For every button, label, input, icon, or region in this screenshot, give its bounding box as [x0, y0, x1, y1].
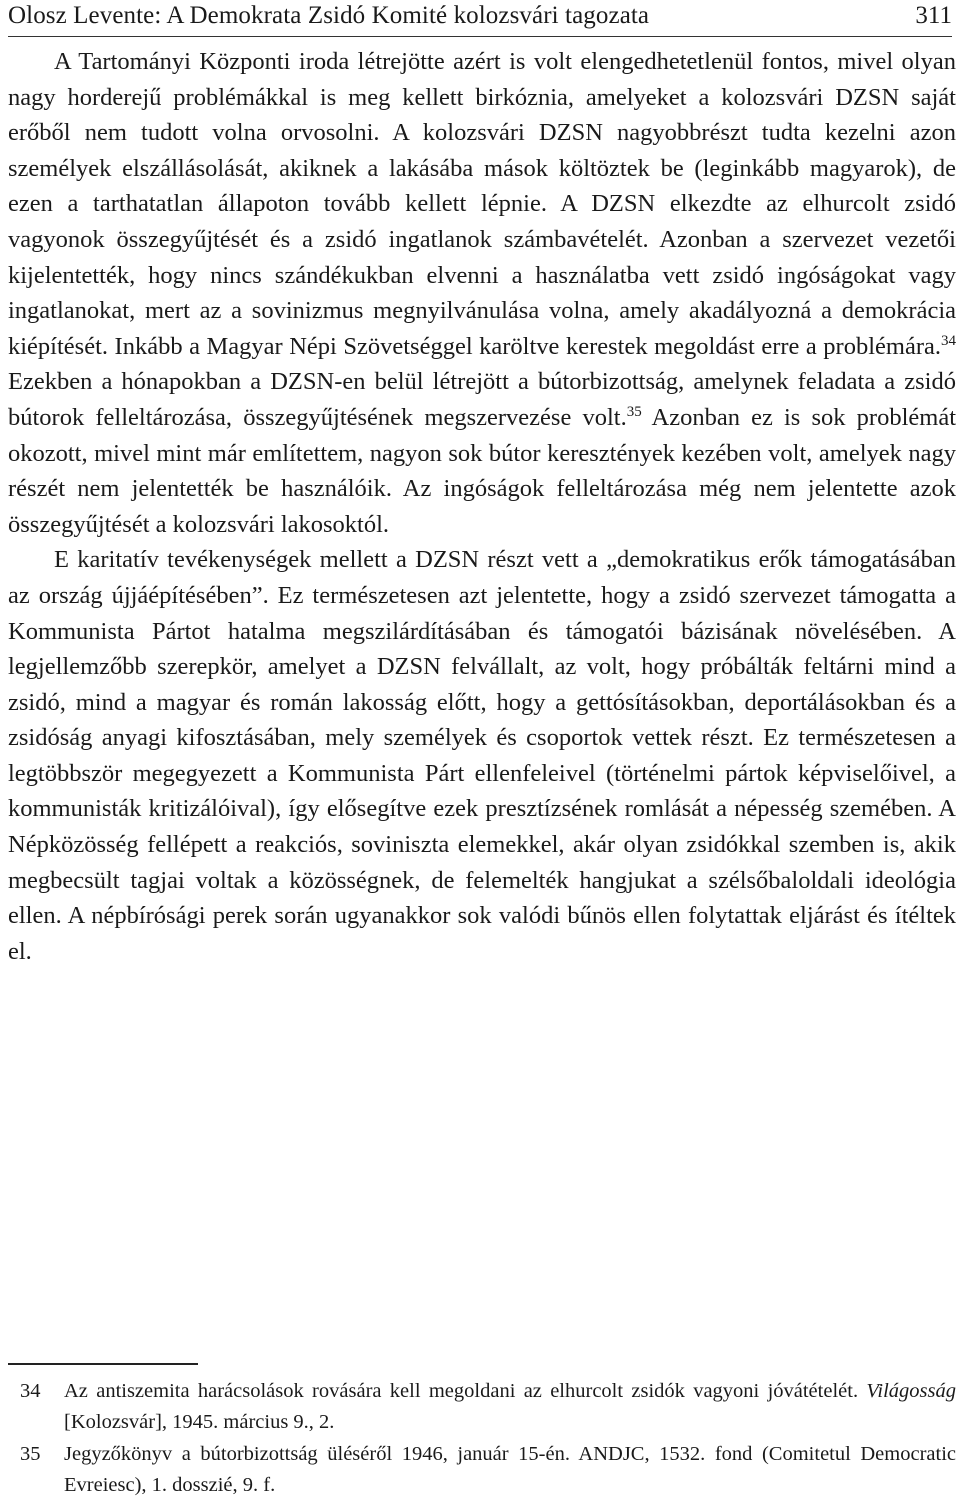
footnote-ref-34[interactable]: 34 [941, 332, 956, 349]
paragraph-1-text-a: A Tartományi Központi iroda létrejötte azért is volt elengedhetetlenül fontos, mivel olyan nagy horderejű problémákkal is meg kellett birkóznia, amelyeket a kolozsvári DZSN saját erőből nem tudott volna orvosolni. A kolozsvári DZSN nagyobbrészt tudta kezelni azon személyek elszállásolását, akiknek a lakásába mások költöztek be (leginkább magyarok), de ezen a tarthatatlan állapoton tovább kellett lépnie. A DZSN elkezdte az elhurcolt zsidó vagyonok összegyűjtését és a zsidó ingatlanok számbavételét. Azonban a szervezet vezetői kijelentették, hogy nincs szándékukban elvenni a használatba vett zsidó ingóságokat vagy ingatlanokat, mert az a sovinizmus megnyilvánulása volna, amely akadályozná a demokrácia kiépítését. Inkább a Magyar Népi Szövetséggel karöltve kerestek megoldást erre a problémára. [8, 48, 956, 360]
footnote-number: 35 [20, 1443, 41, 1465]
footnote-divider [8, 1363, 198, 1365]
paragraph-1-text-c: Azonban ez is sok problémát okozott, mivel mint már említettem, nagyon sok bútor keresztények kezében volt, amelyek nagy részét nem jelentették be használóik. Az ingóságok felleltározása még nem jelentette azok összegyűjtését a kolozsvári lakosoktól. [8, 403, 956, 538]
paragraph-1-text-b: Ezekben a hónapokban a DZSN-en belül létrejött a bútorbizottság, amelynek feladata a zsidó bútorok felleltározása, összegyűjtésének megszervezése volt. [8, 368, 956, 431]
footnote-source-title: Világosság [866, 1380, 956, 1402]
page-number: 311 [915, 2, 952, 29]
footnote-text: Az antiszemita harácsolások rovására kell megoldani az elhurcolt zsidók vagyoni jóvátételét. [64, 1380, 867, 1402]
footnote-citation: [Kolozsvár], 1945. március 9., 2. [64, 1411, 335, 1433]
body-text [8, 44, 956, 969]
footnote-35 [20, 1439, 956, 1501]
paragraph-2: E karitatív tevékenységek mellett a DZSN részt vett a „demokratikus erők támogatásában az ország újjáépítésében”. Ez természetesen azt jelentette, hogy a zsidó szervezet támogatta a Kommunista Pártot hatalma megszilárdításában és támogatói bázisának növelésében. A legjellemzőbb szerepkör, amelyet a DZSN felvállalt, az volt, hogy próbálták feltárni mind a zsidó, mind a magyar és román lakosság előtt, hogy a gettósításokban, deportálásokban és a zsidóság anyagi kifosztásában, mely személyek és csoportok vettek részt. Ez természetesen a legtöbbször megegyezett a Kommunista Párt ellenfeleivel (történelmi pártok képviselőivel, a kommunisták kritizálóival), így elősegítve ezek presztízsének romlását a népesség szemében. A Népközösség fellépett a reakciós, soviniszta elemekkel, akár olyan zsidókkal szemben is, akik megbecsült tagjai voltak a közösségnek, de felemelték hangjukat a szélsőbaloldali ideológia ellen. A népbírósági perek során ugyanakkor sok valódi bűnös ellen folytattak eljárást és ítéltek el. [8, 546, 956, 965]
footnote-number: 34 [20, 1380, 41, 1402]
footnotes [20, 1376, 956, 1502]
running-header [8, 0, 952, 37]
footnote-34 [20, 1376, 956, 1438]
header-title: Olosz Levente: A Demokrata Zsidó Komité kolozsvári tagozata [8, 2, 650, 29]
footnote-ref-35[interactable]: 35 [626, 403, 642, 420]
paragraph-1 [8, 44, 956, 542]
footnote-text: Jegyzőkönyv a bútorbizottság üléséről 1946, január 15-én. ANDJC, 1532. fond (Comitetul Democratic Evreiesc), 1. dosszié, 9. f. [64, 1443, 956, 1496]
